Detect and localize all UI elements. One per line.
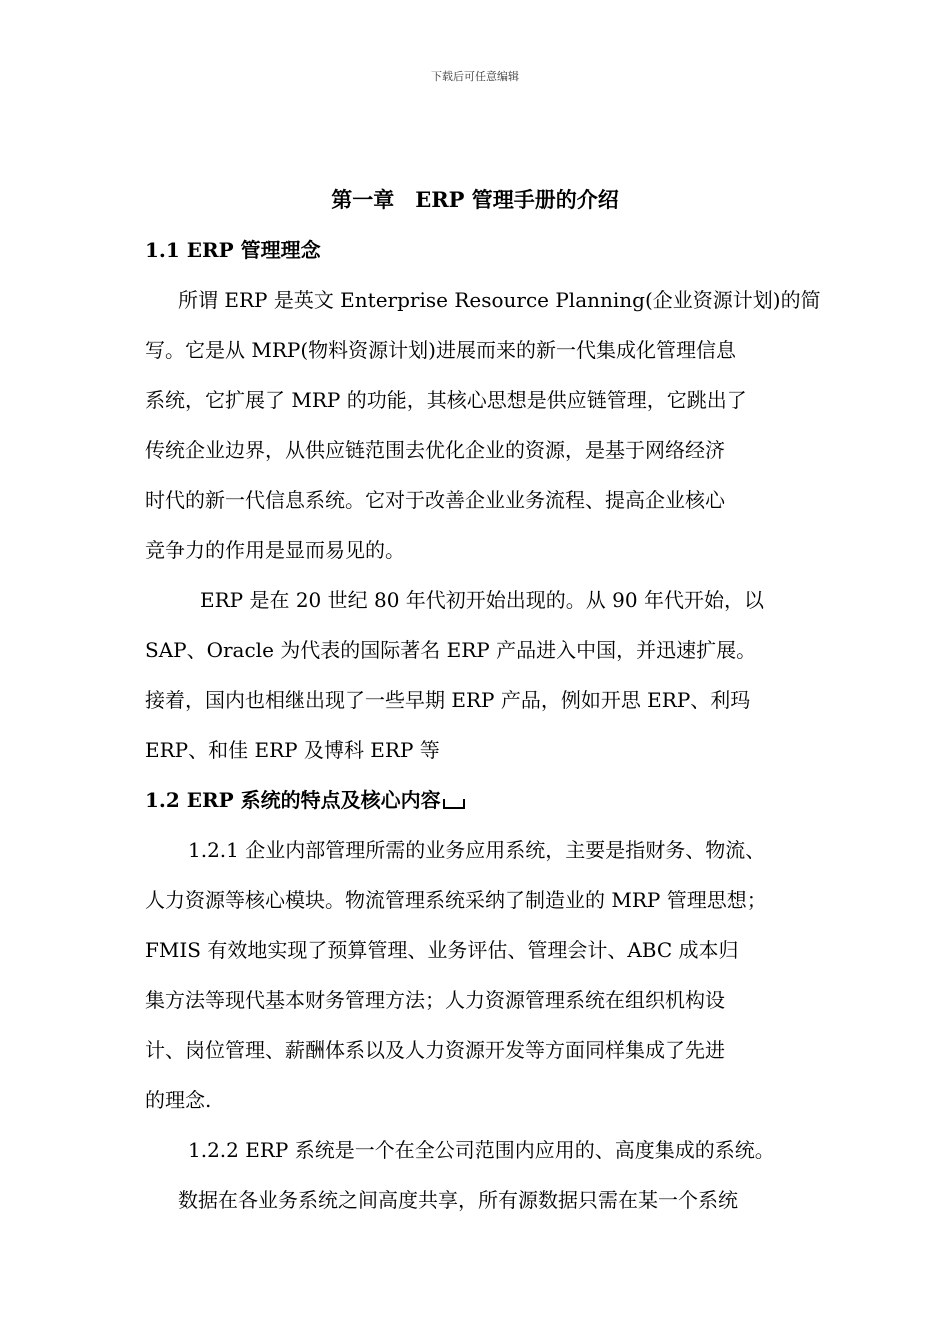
paragraph-line: FMIS 有效地实现了预算管理、业务评估、管理会计、ABC 成本归 [145, 938, 739, 962]
paragraph-line: 接着，国内也相继出现了一些早期 ERP 产品，例如开思 ERP、利玛 [145, 688, 751, 712]
paragraph-line: ERP 是在 20 世纪 80 年代初开始出现的。从 90 年代开始，以 [200, 588, 764, 612]
section-heading-1-2 [145, 786, 465, 814]
paragraph-line: 的理念. [145, 1088, 212, 1112]
paragraph-line: 集方法等现代基本财务管理方法；人力资源管理系统在组织机构设 [145, 988, 725, 1012]
paragraph-line: 1.2.2 ERP 系统是一个在全公司范围内应用的、高度集成的系统。 [188, 1138, 775, 1162]
header-note: 下载后可任意编辑 [431, 70, 519, 83]
paragraph-line: 竞争力的作用是显而易见的。 [145, 538, 405, 562]
bracket-mark-icon [443, 799, 465, 809]
paragraph-line: SAP、Oracle 为代表的国际著名 ERP 产品进入中国，并迅速扩展。 [145, 638, 757, 662]
section-heading-text: 1.2 ERP 系统的特点及核心内容 [145, 788, 441, 812]
paragraph-line: 数据在各业务系统之间高度共享，所有源数据只需在某一个系统 [178, 1188, 738, 1212]
section-heading-1-1: 1.1 ERP 管理理念 [145, 238, 321, 262]
paragraph-line: 时代的新一代信息系统。它对于改善企业业务流程、提高企业核心 [145, 488, 725, 512]
paragraph-line: 传统企业边界，从供应链范围去优化企业的资源，是基于网络经济 [145, 438, 725, 462]
paragraph-line: 1.2.1 企业内部管理所需的业务应用系统，主要是指财务、物流、 [188, 838, 766, 862]
chapter-title: 第一章 ERP 管理手册的介绍 [331, 187, 619, 212]
paragraph-line: 所谓 ERP 是英文 Enterprise Resource Planning(企业资源计划)的简 [178, 288, 821, 312]
paragraph-line: 系统，它扩展了 MRP 的功能，其核心思想是供应链管理，它跳出了 [145, 388, 747, 412]
paragraph-line: ERP、和佳 ERP 及博科 ERP 等 [145, 738, 440, 762]
paragraph-line: 人力资源等核心模块。物流管理系统采纳了制造业的 MRP 管理思想； [145, 888, 767, 912]
paragraph-line: 计、岗位管理、薪酬体系以及人力资源开发等方面同样集成了先进 [145, 1038, 725, 1062]
paragraph-line: 写。它是从 MRP(物料资源计划)进展而来的新一代集成化管理信息 [145, 338, 736, 362]
